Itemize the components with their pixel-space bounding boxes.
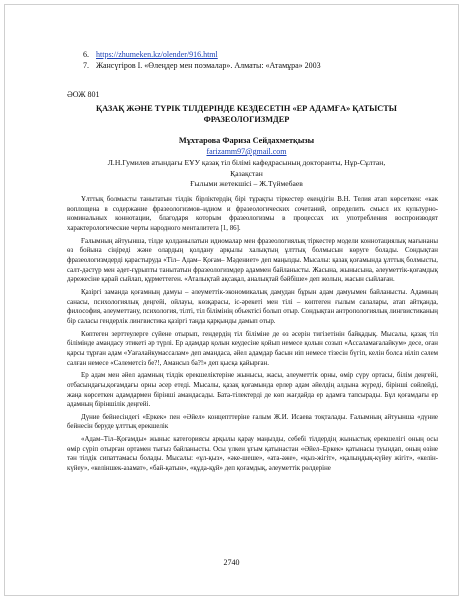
author-name: Мұхтарова Фариза Сейдахметқызы [178,136,315,145]
article-body [67,195,438,477]
author-email [55,147,438,156]
reference-list [67,49,438,71]
reference-number: 7. [83,61,89,70]
body-paragraph: Ұлттық болмысты танытатын тілдік бірліктердің бірі тұрақты тіркестер екендігін В.Н. Телия атап көрсеткен: «как воплощена в содержание фразеологизмов–идиом и фразеологических сочетаний, определить смысл их культурно-номинальных коннотации, благодаря которым фразеологизмы в процессах их употребления воспроизводят характерологические черты народного менталитета [1, 86]. [67,196,438,233]
supervisor: Ғылыми жетекшісі – Ж.Түймебаев [190,179,303,188]
reference-link[interactable]: https://zhumeken.kz/olender/916.html [96,50,218,59]
reference-item [67,60,438,71]
udk-code: ӘОЖ 801 [67,90,100,99]
page-number: 2740 [223,558,240,567]
reference-item [67,49,438,60]
document-page [4,4,459,596]
body-paragraph: Ер адам мен әйел адамның тілдік ерекшеліктеріне жынысы, жасы, әлеуметтік орны, өмір сүру ортасы, білім деңгейі, отбасындағы,қоғамдағы орны әсер етеді. Мысалы, қазақ қоғамында ерлер адам әйелдің алдына жүреді, бірінші сөйлейді, жаңа көрсеткен адамдармен бірінші амандасады. Бата-тілектерді де көп жағдайда ер адамға тапсырады. Бұл қоғамдағы ер адамның біріншілік деңгейі. [67,372,438,409]
reference-number: 6. [83,50,89,59]
title-line: ФРАЗЕОЛОГИЗМДЕР [203,115,290,124]
title-line: ҚАЗАҚ ЖӘНЕ ТҮРІК ТІЛДЕРІНДЕ КЕЗДЕСЕТІН «ЕР АДАМҒА» ҚАТЫСТЫ [96,104,397,113]
affiliation [55,158,438,190]
email-link[interactable]: farizamm97@gmail.com [206,147,287,156]
body-paragraph: Ғалымның айтуынша, тілде қолданылатын идиомалар мен фразеологиялық тіркестер модели коннотациялық мағынаны өз бойына сіңіреді және олардың қолдану арқылы халықтың ұлттық болмысын көруге болады. Сондықтан фразеологизмдерді қарастыруда «Тіл– Адам– Қоғам– Мәдениет» деп маңызды. Мысалы: қазақ қоғамында ұлттық болмысты, салт-дәстүр мен әдет-ғұрыпты танытатын фразеологизмдер адаммен байланысты. Жасына, жынысына, әлеуметтік-қоғамдық дәрежесіне қарай сыйлап, құрметтеген. «Аталықтай ақсақал, аналықтай бәйбіше» деп жолын, жасын сыйлаған. [67,237,438,284]
affiliation-line: Л.Н.Гумилев атындағы ЕҰУ қазақ тіл білімі кафедрасының докторанты, Нұр-Сұлтан, [107,158,386,167]
body-paragraph: Көптеген зерттеулерге сүйене отырып, гендердің тіл біліміне де өз әсерін тигізетінін байқадық. Мысалы, қазақ тіл білімінде амандасу этикеті әр түрлі. Ер адамдар қолын кеудесіне қойып немесе қолын созып «Ассаламағалайкум» десе, оған қарсы тұрған адам «Уағалайкумассалам» деп амандаса, әйел адамдар басын иіп немесе тізесін бүгіп, келін болса иіліп сәлем салған немесе «Сәлеметсіз бе?!, Амансыз ба?!» деп қысқа қайырған. [67,330,438,367]
body-paragraph: «Адам–Тіл–Қоғамды» жыныс категориясы арқылы қарау маңызды, себебі тілдердің жыныстық ерекшелігі оның осы өмір сүріп отырған ортамен тығыз байланысты. Осы үлкен ұғым қатынастан «Әйел–Еркек» қатынасы туындап, оның өзіне тән тілдік сипаттамасы болады. Мысалы: «ұл-қыз», «әке-шеше», «ата-әже», «қыз-жігіт», «қалыңдық-күйеу жігіт», «келін-күйеу», «келіншек-азамат», «бай-қатын», «құда-құй» деп қоғамдық, әлеуметтік рөлдеріне [67,435,438,473]
body-paragraph: Дүние бейнесіндегі «Еркек» пен «Әйел» концепттеріне ғалым Ж.И. Исаева тоқталады. Ғалымның айтуынша «дүние бейнесін беруде ұлттық ерекшелік [67,413,438,431]
affiliation-line: Қазақстан [230,168,263,178]
article-title [55,103,438,125]
body-paragraph: Қазіргі заманда қоғамның дамуы – әлеуметтік-экономикалық дамудан бұрын адам дамуымен байланысты. Адамның санасы, психологиялық деңгейі, ойлауы, көзқарасы, іс-әрекеті мен тілі – көптеген ғылым салалары, атап айтқанда, философия, әлеуметтану, психология, тілті, тіл білімінің объектісі болып отыр. Сондықтан антропологиялық лингвистиканың бір саласы гендерлік лингвистика қазіргі таңда қарқынды дамып отыр. [67,288,438,326]
reference-text: Жансүгіров І. «Өлеңдер мен поэмалар». Алматы: «Атамұра» 2003 [96,61,321,70]
